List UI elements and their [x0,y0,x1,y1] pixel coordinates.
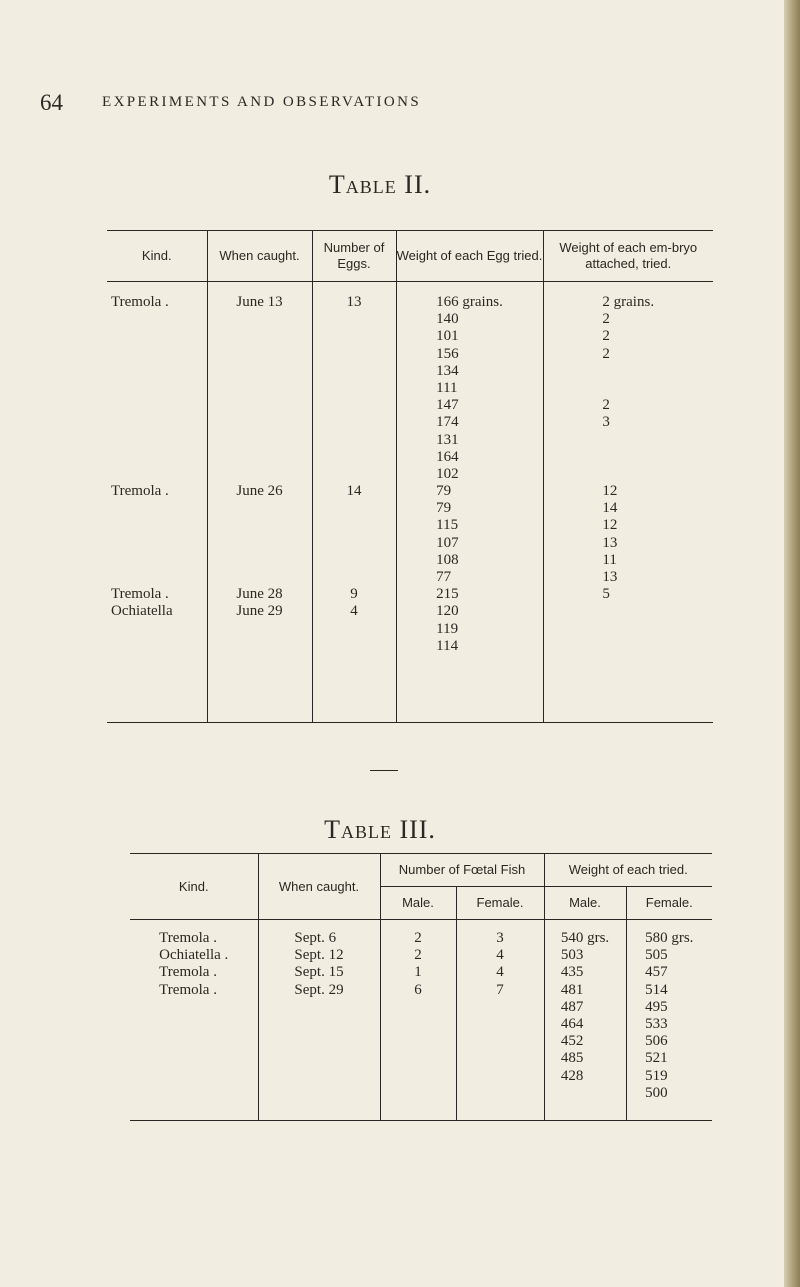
table3-weight-male-cell: 481 [560,981,584,998]
table2-egg-weight-cell: 164 [436,448,459,465]
table2-egg-weight-cell: 215 [436,586,459,603]
table2-embryo-weight-cell: 14 [602,500,618,517]
table3-weight-female-cell: 533 [645,1015,668,1032]
table2-when-cell [208,397,312,414]
table2-kind-cell: Tremola . [111,294,169,310]
table3-title [0,815,760,845]
table2-kind-cell [111,328,207,345]
running-title: EXPERIMENTS AND OBSERVATIONS [102,94,422,110]
table2-egg-weight-cell: 77 [436,569,452,585]
table2-embryo-weight-cell: 3 [602,414,610,431]
table2-number-cell [313,569,396,586]
table3-foetal-female-cell: 4 [496,947,504,964]
table2-kind-cell [111,500,207,517]
table3-weight-male-cell: 435 [560,964,584,981]
table2-egg-weight-cell: 140 [436,311,459,328]
table3-date-cell: Sept. 15 [294,964,344,981]
table3-body-row [130,920,712,1121]
table2-when-cell [208,449,312,466]
table3-date-cell: Sept. 12 [294,947,344,964]
table3-when-column [258,920,380,1121]
table2-when-cell: June 28 [236,586,283,603]
table2-when-cell [208,466,312,483]
table2-number-cell [313,535,396,552]
table2-kind-cell [111,517,207,534]
table2-number-cell: 4 [350,603,358,620]
table2-egg-weight-cell: 115 [436,517,459,534]
table2-embryo-weight-cell: 13 [602,569,618,585]
table2-when-cell [208,414,312,431]
table2-number-cell [313,311,396,328]
table2-number-cell [313,414,396,431]
table2-embryo-weight-cell: 2 grains. [602,294,655,310]
table2-when-cell [208,328,312,345]
table2-kind-cell: Ochiatella [111,603,173,620]
table2-number-cell [313,397,396,414]
table2-egg-weight-cell: 174 [436,414,459,431]
table2-kind-cell [111,380,207,397]
table2-when-cell [208,311,312,328]
table3-weight-male-cell: 485 [560,1050,584,1067]
table3-foetal-male-cell: 6 [414,981,422,998]
table2-header-kind: Kind. [107,231,207,282]
table3-kind-column [130,920,258,1121]
table2-when-cell [208,500,312,517]
table3-weight-female-cell: 505 [645,947,668,964]
table2-kind-cell [111,569,207,586]
table3-weight-male-cell: 503 [560,947,584,964]
table3-date-cell: Sept. 6 [294,930,337,946]
table2-number-cell [313,517,396,534]
table3-kind-cell: Tremola . [159,964,217,981]
table2-number-cell: 13 [346,294,362,310]
table2-kind-cell [111,311,207,328]
section-divider [370,770,398,771]
table3-header-weight-male: Male. [544,887,626,920]
table2-embryo-weight-cell [602,432,654,449]
table3-foetal-female-column [456,920,544,1121]
table2-embryo-weight-cell: 2 [602,345,610,362]
table2-kind-cell [111,535,207,552]
table3-weight-female-cell: 457 [645,964,668,981]
table2-number-cell [313,552,396,569]
page-edge [784,0,800,1287]
table2-kind-cell [111,397,207,414]
table3-header-weight: Weight of each tried. [544,854,712,887]
table2-embryo-weight-cell [602,363,654,380]
table3-weight-female-cell: 500 [645,1084,668,1101]
table2-when-cell [208,569,312,586]
table-2 [107,230,713,723]
table2-number-cell: 9 [350,586,358,603]
table2-body-row [107,282,713,723]
page-number: 64 [40,90,63,115]
table2-when-cell [208,552,312,569]
table2-egg-weight-cell: 166 grains. [436,294,503,310]
table2-embryo-weight-cell: 13 [602,534,618,551]
table-3 [130,853,712,1121]
table2-title [0,170,760,200]
table2-egg-weight-cell: 119 [436,620,459,637]
table2-kind-column [107,282,207,723]
table2-number-cell [313,380,396,397]
table2-egg-weight-column [396,282,543,723]
table3-weight-female-cell: 514 [645,981,668,998]
table2-kind-cell [111,363,207,380]
table2-embryo-weight-cell: 2 [602,328,610,345]
table3-header-kind: Kind. [130,854,258,920]
table2-number-cell [313,328,396,345]
table2-kind-cell [111,449,207,466]
table2-embryo-weight-cell [602,380,654,397]
table2-when-cell [208,517,312,534]
table2-egg-weight-cell: 147 [436,397,459,414]
table2-number-cell [313,466,396,483]
table2-when-cell [208,432,312,449]
table2-when-cell [208,535,312,552]
table3-weight-female-cell: 506 [645,1033,668,1050]
table2-egg-weight-cell: 111 [436,379,458,396]
table2-number-cell [313,432,396,449]
table2-embryo-weight-cell: 2 [602,397,610,414]
table3-weight-male-cell: 487 [560,998,584,1015]
table2-when-cell [208,346,312,363]
table3-weight-male-cell: 464 [560,1015,584,1032]
table2-kind-cell [111,552,207,569]
table2-kind-cell [111,346,207,363]
table2-kind-cell [111,414,207,431]
table3-foetal-female-cell: 7 [496,981,504,998]
table3-weight-male-cell: 540 grs. [560,930,610,946]
table2-egg-weight-cell: 101 [436,328,459,345]
table2-egg-weight-cell: 102 [436,465,459,482]
table3-weight-female-cell: 521 [645,1050,668,1067]
table2-egg-weight-cell: 108 [436,551,459,568]
table2-egg-weight-cell: 120 [436,603,459,620]
table2-kind-cell [111,466,207,483]
table3-foetal-male-column [380,920,456,1121]
table2-embryo-weight-cell: 12 [602,517,618,534]
table3-foetal-male-cell: 2 [414,930,422,946]
table2-egg-weight-cell: 114 [436,637,459,654]
table3-weight-female-cell: 495 [645,998,668,1015]
table3-date-cell: Sept. 29 [294,981,344,998]
table2-egg-weight-cell: 131 [436,431,459,448]
table2-number-cell [313,500,396,517]
table3-weight-female-cell: 519 [645,1067,668,1084]
table2-title-number: II. [404,170,432,199]
table2-header-when: When caught. [207,231,312,282]
table2-number-column [312,282,396,723]
table2-header-weight-embryo: Weight of each em-bryo attached, tried. [543,231,713,282]
table3-foetal-male-cell: 1 [414,964,422,981]
table3-title-word: Table [324,815,392,844]
table2-embryo-weight-cell: 2 [602,311,610,328]
table2-when-cell [208,363,312,380]
table3-header-when: When caught. [258,854,380,920]
table2-embryo-weight-column [543,282,713,723]
table3-header-foetal: Number of Fœtal Fish [380,854,544,887]
table3-weight-male-cell: 428 [560,1067,584,1084]
table2-egg-weight-cell: 79 [436,500,452,517]
table3-weight-male-cell: 452 [560,1033,584,1050]
table2-embryo-weight-cell [602,466,654,483]
table3-kind-cell: Tremola . [159,981,217,998]
table2-egg-weight-cell: 107 [436,534,459,551]
table3-kind-cell: Tremola . [159,930,217,946]
table2-embryo-weight-cell [602,449,654,466]
table3-foetal-male-cell: 2 [414,947,422,964]
table2-when-cell: June 29 [236,603,283,620]
table2-embryo-weight-cell: 5 [602,586,610,603]
table2-egg-weight-cell: 156 [436,345,459,362]
table2-number-cell [313,346,396,363]
table2-when-column [207,282,312,723]
table2-number-cell: 14 [346,483,362,500]
table2-header-number: Number of Eggs. [312,231,396,282]
table2-embryo-weight-cell: 11 [602,551,617,568]
table2-when-cell [208,380,312,397]
table3-header-row-1 [130,854,712,887]
table3-foetal-female-cell: 4 [496,964,504,981]
table2-number-cell [313,449,396,466]
table3-weight-male-column [544,920,626,1121]
table2-header-row [107,231,713,282]
table2-kind-cell: Tremola . [111,586,169,603]
table2-kind-cell [111,432,207,449]
table3-header-weight-female: Female. [626,887,712,920]
table2-kind-cell: Tremola . [111,483,169,500]
table3-weight-female-column [626,920,712,1121]
table2-egg-weight-cell: 134 [436,362,459,379]
table2-title-word: Table [328,170,397,199]
table2-egg-weight-cell: 79 [436,483,452,500]
table2-embryo-weight-cell: 12 [602,483,618,500]
table2-when-cell: June 26 [236,483,283,500]
table3-header-foetal-male: Male. [380,887,456,920]
table3-kind-cell: Ochiatella . [159,947,229,964]
table3-foetal-female-cell: 3 [496,930,504,946]
table3-weight-female-cell: 580 grs. [645,930,694,946]
table3-title-number: III. [399,815,436,844]
page-header [0,90,760,120]
table2-number-cell [313,363,396,380]
table2-header-weight-egg: Weight of each Egg tried. [396,231,543,282]
table2-when-cell: June 13 [236,294,283,310]
table3-header-foetal-female: Female. [456,887,544,920]
